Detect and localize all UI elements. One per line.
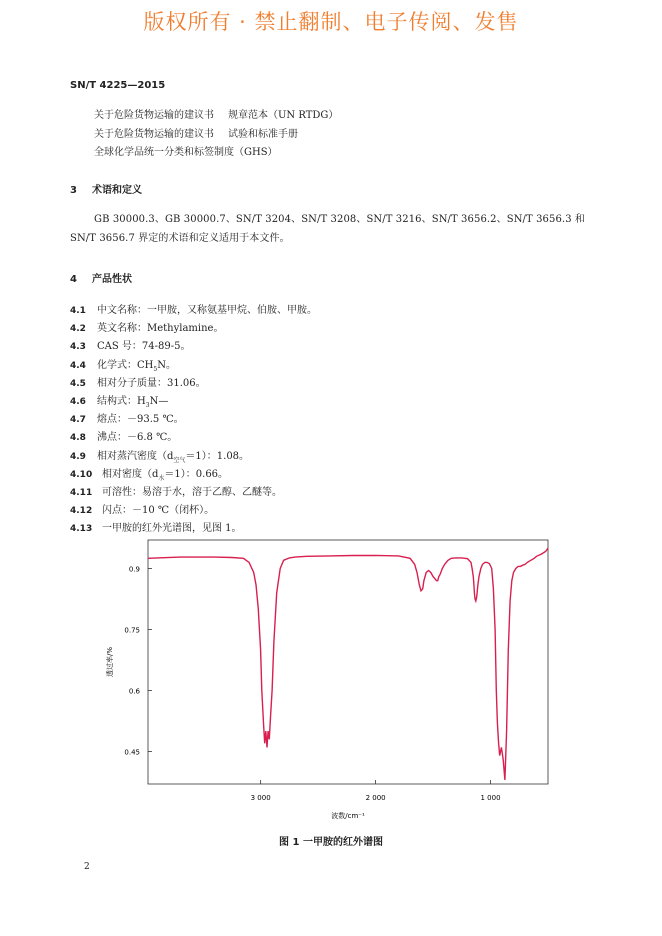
property-item: [70, 375, 317, 393]
reference-title: 关于危险货物运输的建议书: [94, 110, 214, 121]
ir-spectrum-chart: [100, 536, 560, 830]
x-tick-label: 1 000: [480, 794, 501, 802]
property-number: 4.11: [70, 487, 93, 498]
property-text: [97, 360, 176, 371]
property-item: [70, 448, 317, 466]
property-text: [97, 451, 249, 462]
y-tick-label: 0.6: [128, 687, 140, 696]
reference-title: 关于危险货物运输的建议书: [94, 128, 214, 140]
property-item: [70, 429, 317, 447]
plot-frame: [148, 540, 548, 784]
property-item: [70, 466, 317, 484]
property-number: 4.10: [70, 469, 93, 480]
property-text-suffix: N。: [157, 359, 176, 371]
property-text: 可溶性：易溶于水，溶于乙醇、乙醚等。: [102, 486, 282, 498]
y-tick-label: 0.9: [128, 565, 140, 574]
property-list: [70, 302, 317, 538]
property-text: 熔点：－93.5 ℃。: [97, 414, 184, 426]
property-text: 沸点：－6.8 ℃。: [97, 432, 178, 444]
chart-canvas: [100, 536, 560, 826]
property-item: [70, 357, 317, 375]
section-number: 3: [70, 185, 77, 196]
x-tick-label: 3 000: [250, 794, 271, 802]
property-text: 中文名称：一甲胺，又称氨基甲烷、伯胺、甲胺。: [97, 305, 317, 316]
reference-part: 试验和标准手册: [228, 128, 298, 140]
property-text: 英文名称：Methylamine。: [97, 323, 224, 335]
property-text: 一甲胺的红外光谱图，见图 1。: [102, 523, 242, 535]
standard-number: SN/T 4225—2015: [70, 80, 166, 91]
y-tick-label: 0.45: [124, 748, 140, 757]
property-item: [70, 502, 317, 520]
y-tick-label: 0.75: [124, 626, 140, 635]
property-text: [102, 469, 228, 480]
property-subscript: 5: [153, 365, 158, 373]
reference-title: 全球化学品统一分类和标签制度（GHS）: [94, 147, 278, 158]
property-number: 4.8: [70, 433, 86, 444]
reference-item: [94, 107, 338, 126]
property-item: [70, 484, 317, 502]
property-item: [70, 393, 317, 411]
reference-item: [94, 144, 338, 163]
property-text-prefix: 相对密度（d: [102, 468, 159, 480]
property-number: 4.1: [70, 306, 86, 316]
property-number: 4.7: [70, 415, 86, 426]
section-heading: [70, 270, 132, 285]
section-number: 4: [70, 274, 77, 285]
property-subscript: 3: [145, 401, 150, 409]
y-axis-label: 透过率/%: [106, 646, 114, 678]
property-text-suffix: ＝1）：1.08。: [185, 450, 250, 462]
property-text-suffix: ＝1）：0.66。: [164, 468, 229, 480]
figure-caption: 图 1 一甲胺的红外谱图: [279, 837, 383, 848]
section-title: 产品性状: [92, 274, 132, 285]
property-number: 4.4: [70, 360, 86, 371]
x-axis-label: 波数/cm⁻¹: [331, 812, 365, 820]
reference-part: 规章范本（UN RTDG）: [228, 110, 339, 121]
x-tick-label: 2 000: [365, 794, 386, 802]
property-number: 4.6: [70, 396, 86, 407]
property-item: [70, 302, 317, 320]
reference-list: [94, 107, 338, 163]
property-text-prefix: 结构式：H: [97, 395, 146, 407]
property-number: 4.2: [70, 324, 86, 335]
section-title: 术语和定义: [92, 185, 142, 196]
property-item: [70, 320, 317, 338]
property-number: 4.9: [70, 451, 86, 462]
property-text: 相对分子质量：31.06。: [97, 377, 206, 389]
property-text-prefix: 化学式：CH: [97, 359, 154, 371]
property-text-suffix: N—: [149, 395, 169, 407]
page-number: 2: [84, 862, 90, 872]
property-text: 闪点：－10 ℃（闭杯）。: [102, 505, 215, 517]
property-item: [70, 338, 317, 356]
property-number: 4.13: [70, 524, 93, 535]
property-item: [70, 411, 317, 429]
reference-item: [94, 126, 338, 145]
property-subscript: 水: [158, 474, 165, 482]
property-text: CAS 号：74-89-5。: [97, 341, 191, 353]
property-number: 4.3: [70, 342, 86, 353]
property-text-prefix: 相对蒸汽密度（d: [97, 450, 174, 462]
copyright-watermark: 版权所有 · 禁止翻制、电子传阅、发售: [143, 10, 519, 34]
property-subscript: 空气: [173, 456, 186, 464]
spectrum-series-line: [148, 548, 548, 780]
section-paragraph: GB 30000.3、GB 30000.7、SN/T 3204、SN/T 3208、SN/T 3216、SN/T 3656.2、SN/T 3656.3 和 SN/T 3656.7 界定的术语和定义适用于本文件。: [70, 214, 586, 244]
property-number: 4.12: [70, 506, 93, 517]
section-heading: [70, 181, 142, 196]
property-number: 4.5: [70, 378, 86, 389]
property-text: [97, 396, 168, 407]
